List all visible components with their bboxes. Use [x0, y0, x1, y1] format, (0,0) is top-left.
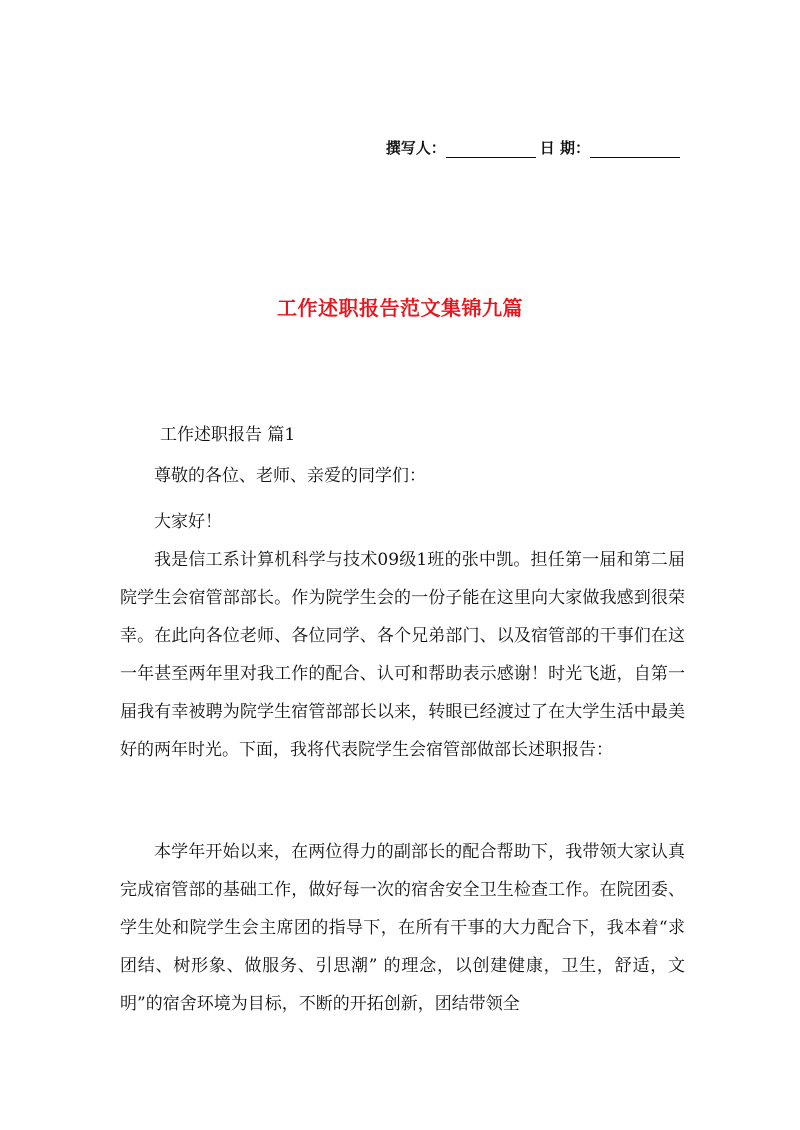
- date-blank: [590, 141, 680, 158]
- document-title: 工作述职报告范文集锦九篇: [277, 296, 523, 320]
- work-paragraph: 本学年开始以来，在两位得力的副部长的配合帮助下，我带领大家认真完成宿管部的基础工作，做好每一次的宿舍安全卫生检查工作。在院团委、学生处和院学生会主席团的指导下，在所有干事的大力配合下，我本着“求团结、树形象、做服务、引思潮” 的理念，以创建健康，卫生，舒适，文明”的宿舍环境为目标，不断的开拓创新，团结带领全: [120, 842, 685, 1014]
- hello-paragraph: 大家好！: [154, 512, 222, 532]
- intro-paragraph: 我是信工系计算机科学与技术09级1班的张中凯。担任第一届和第二届院学生会宿管部部长。作为院学生会的一份子能在这里向大家做我感到很荣幸。在此向各位老师、各位同学、各个兄弟部门、以及宿管部的干事们在这一年甚至两年里对我工作的配合、认可和帮助表示感谢！时光飞逝，自第一届我有幸被聘为院学生宿管部部长以来，转眼已经渡过了在大学生活中最美好的两年时光。下面，我将代表院学生会宿管部做部长述职报告：: [120, 550, 685, 760]
- author-date-line: [386, 137, 680, 158]
- date-label: 日 期：: [539, 139, 590, 157]
- author-label: 撰写人：: [385, 139, 446, 157]
- greeting-paragraph: 尊敬的各位、老师、亲爱的同学们：: [154, 466, 426, 486]
- author-blank: [446, 141, 536, 158]
- hello-block: [120, 503, 685, 541]
- section-heading: 工作述职报告 篇1: [160, 425, 296, 445]
- greeting-block: [120, 457, 685, 495]
- work-block: [120, 833, 685, 1023]
- intro-block: [120, 541, 685, 769]
